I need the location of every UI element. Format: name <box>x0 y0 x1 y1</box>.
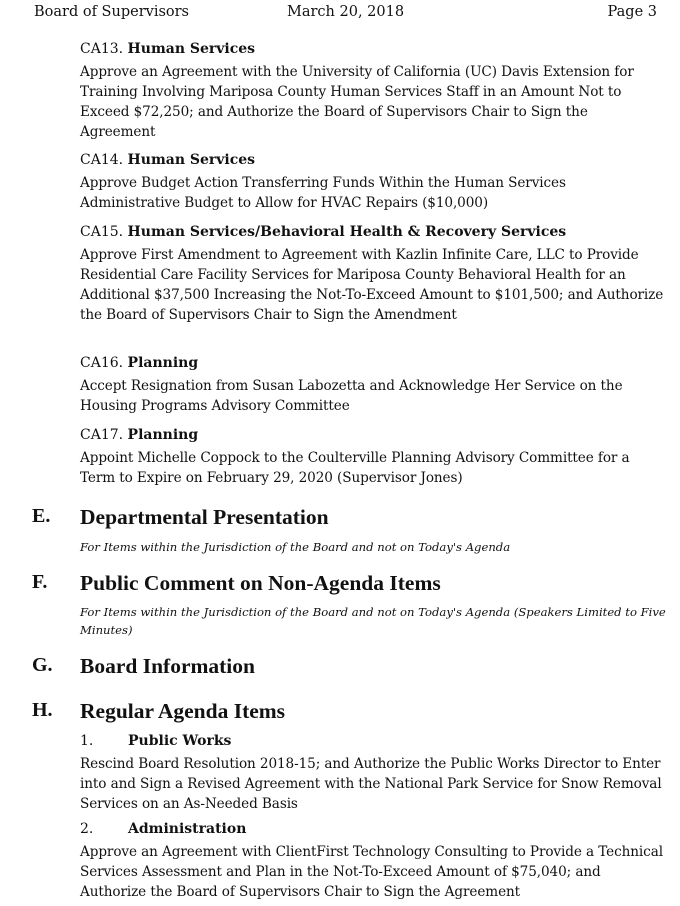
item-heading <box>80 223 666 241</box>
header-board-name: Board of Supervisors <box>34 4 189 20</box>
item-code: CA17. <box>80 427 124 443</box>
item-heading <box>80 40 666 58</box>
section-letter: F. <box>32 571 48 593</box>
section-letter: H. <box>32 699 53 721</box>
item-department: Planning <box>127 355 199 371</box>
section-title: Board Information <box>80 654 255 678</box>
item-number: 1. <box>80 733 94 749</box>
section-letter: G. <box>32 654 53 676</box>
item-description: Approve an Agreement with ClientFirst Technology Consulting to Provide a Technical Services Assessment and Plan in the Not-To-Exceed Amount of $75,040; and Authorize the Board of Supervisors Chair to Sign the Agreement <box>80 844 663 900</box>
item-description: Approve Budget Action Transferring Funds Within the Human Services Administrative Budget to Allow for HVAC Repairs ($10,000) <box>80 175 566 211</box>
consent-item-ca15 <box>80 223 666 325</box>
item-code: CA15. <box>80 224 124 240</box>
item-code: CA16. <box>80 355 124 371</box>
item-department: Administration <box>128 821 247 837</box>
item-heading <box>80 820 666 838</box>
item-heading <box>80 151 666 169</box>
section-note: For Items within the Jurisdiction of the Board and not on Today's Agenda (Speakers Limited to Five Minutes) <box>80 605 666 637</box>
regular-item-2 <box>80 820 666 902</box>
item-number: 2. <box>80 821 94 837</box>
item-department: Public Works <box>128 733 232 749</box>
consent-item-ca13 <box>80 40 666 142</box>
regular-item-1 <box>80 732 666 814</box>
consent-item-ca16 <box>80 354 666 416</box>
section-title: Departmental Presentation <box>80 505 329 529</box>
header-page-number: Page 3 <box>607 4 657 20</box>
item-code: CA13. <box>80 41 124 57</box>
item-description: Approve First Amendment to Agreement with Kazlin Infinite Care, LLC to Provide Residential Care Facility Services for Mariposa County Behavioral Health for an Additional $37,500 Increasing the Not-To-Exceed Amount to $101,500; and Authorize the Board of Supervisors Chair to Sign the Amendment <box>80 247 664 323</box>
item-heading <box>80 426 666 444</box>
section-title: Public Comment on Non-Agenda Items <box>80 571 441 595</box>
item-department: Human Services/Behavioral Health & Recovery Services <box>127 224 567 240</box>
item-department: Planning <box>127 427 199 443</box>
consent-item-ca17 <box>80 426 666 488</box>
section-note: For Items within the Jurisdiction of the Board and not on Today's Agenda <box>80 540 511 554</box>
item-heading <box>80 732 666 750</box>
consent-item-ca14 <box>80 151 666 213</box>
section-title: Regular Agenda Items <box>80 699 286 723</box>
item-description: Approve an Agreement with the University of California (UC) Davis Extension for Training Involving Mariposa County Human Services Staff in an Amount Not to Exceed $72,250; and Authorize the Board of Supervisors Chair to Sign the Agreement <box>80 64 634 140</box>
item-description: Appoint Michelle Coppock to the Coulterville Planning Advisory Committee for a Term to Expire on February 29, 2020 (Supervisor Jones) <box>80 450 630 486</box>
item-description: Rescind Board Resolution 2018-15; and Authorize the Public Works Director to Enter into and Sign a Revised Agreement with the National Park Service for Snow Removal Services on an As-Needed Basis <box>80 756 662 812</box>
item-heading <box>80 354 666 372</box>
item-code: CA14. <box>80 152 124 168</box>
item-description: Accept Resignation from Susan Labozetta and Acknowledge Her Service on the Housing Programs Advisory Committee <box>80 378 623 414</box>
item-department: Human Services <box>127 152 256 168</box>
section-letter: E. <box>32 505 51 527</box>
item-department: Human Services <box>127 41 256 57</box>
header-date: March 20, 2018 <box>287 4 405 20</box>
